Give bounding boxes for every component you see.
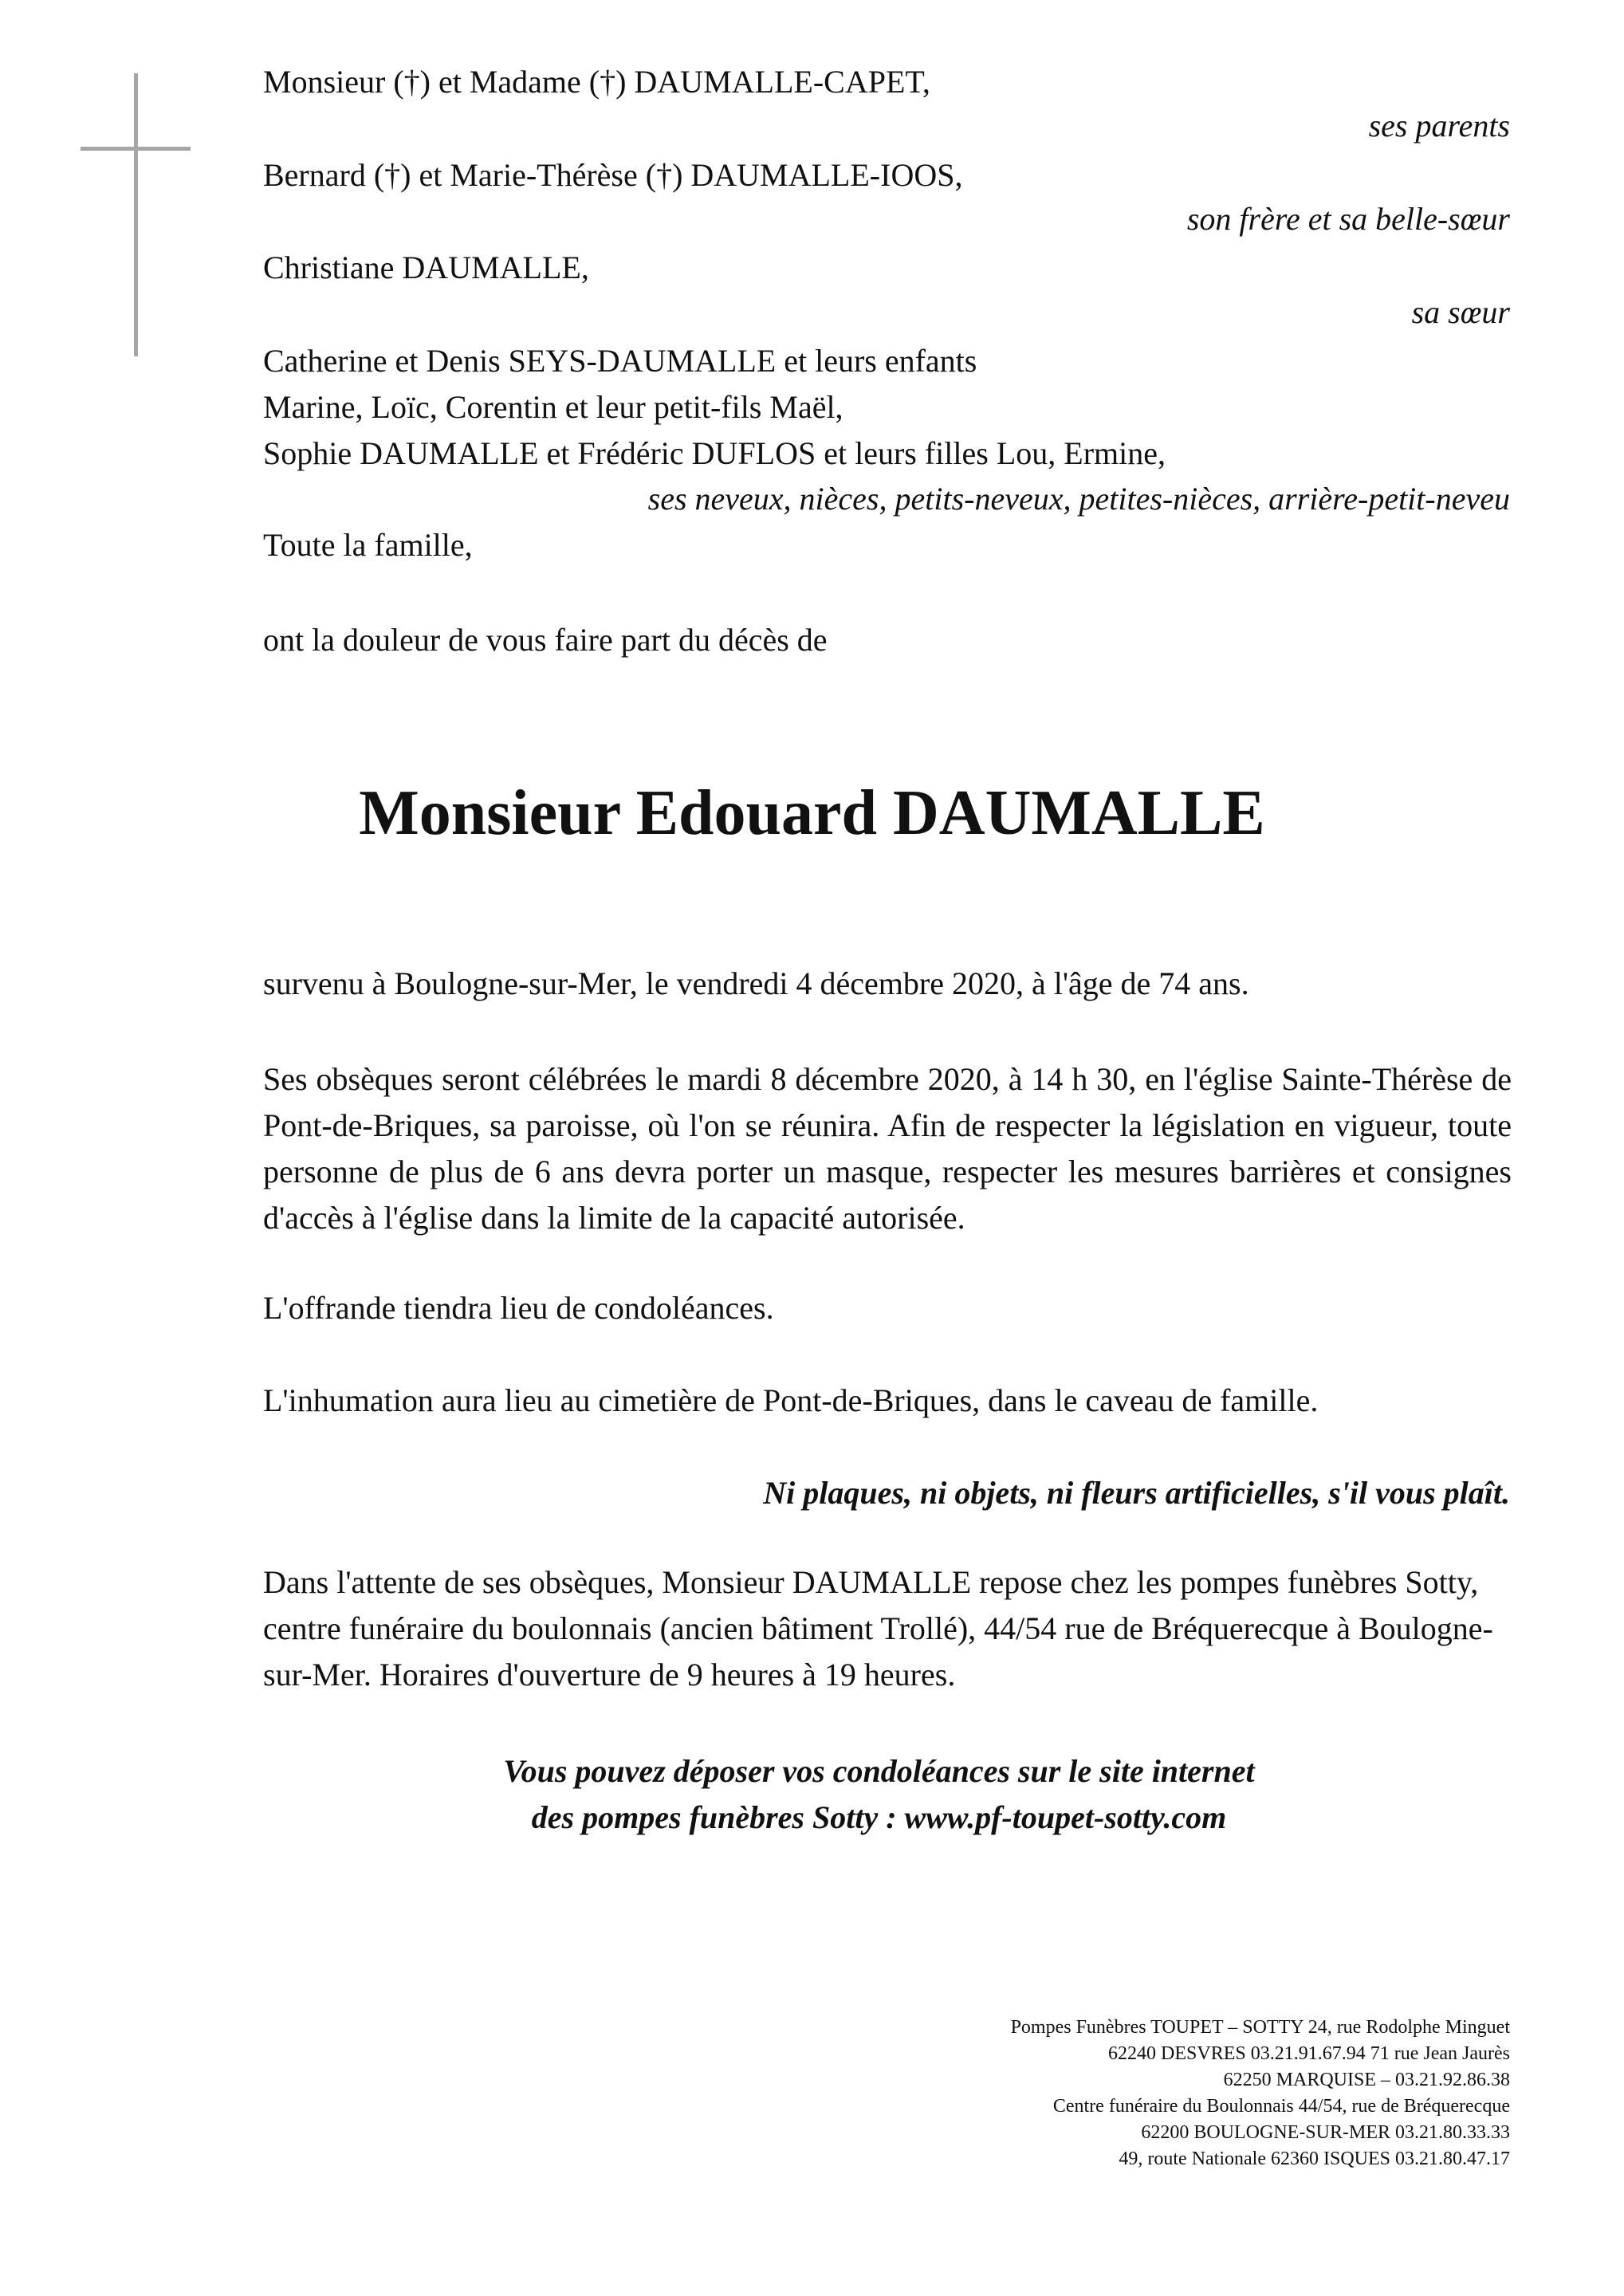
deceased-name: Monsieur Edouard DAUMALLE [359, 778, 1265, 848]
footer-line: 62250 MARQUISE – 03.21.92.86.38 [1223, 2070, 1510, 2090]
family-role-nephews: ses neveux, nièces, petits-neveux, petites-nièces, arrière-petit-neveu [647, 481, 1510, 517]
family-line-children: Marine, Loïc, Corentin et leur petit-fils Maël, [263, 389, 843, 425]
cross-icon-horizontal [81, 147, 191, 151]
funeral-paragraph: Ses obsèques seront célébrées le mardi 8 décembre 2020, à 14 h 30, en l'église Sainte-Thérèse de Pont-de-Briques, sa paroisse, où l'on se réunira. Afin de respecter la législation en vigueur, toute personne de plus de 6 ans devra porter un masque, respecter les mesures barrières et consignes d'accès à l'église dans la limite de la capacité autorisée. [263, 1061, 1512, 1236]
family-line-parents: Monsieur (†) et Madame (†) DAUMALLE-CAPET, [263, 64, 930, 100]
footer-line: 49, route Nationale 62360 ISQUES 03.21.80.47.17 [1119, 2149, 1510, 2169]
cross-icon-vertical [134, 73, 138, 356]
footer-line: 62240 DESVRES 03.21.91.67.94 71 rue Jean Jaurès [1108, 2043, 1510, 2064]
family-line-sophie: Sophie DAUMALLE et Frédéric DUFLOS et leurs filles Lou, Ermine, [263, 435, 1166, 471]
condolences-line-2: des pompes funèbres Sotty : www.pf-toupet-sotty.com [531, 1799, 1227, 1835]
burial-text: L'inhumation aura lieu au cimetière de Pont-de-Briques, dans le caveau de famille. [263, 1382, 1319, 1418]
footer-line: Centre funéraire du Boulonnais 44/54, rue de Bréquerecque [1052, 2096, 1510, 2117]
viewing-paragraph: Dans l'attente de ses obsèques, Monsieur DAUMALLE repose chez les pompes funèbres Sotty, centre funéraire du boulonnais (ancien bâtiment Trollé), 44/54 rue de Bréquerecque à Boulogne-sur-Mer. Horaires d'ouverture de 9 heures à 19 heures. [263, 1564, 1493, 1693]
family-role-parents: ses parents [1368, 108, 1510, 144]
family-role-brother: son frère et sa belle-sœur [1186, 201, 1510, 237]
death-details: survenu à Boulogne-sur-Mer, le vendredi 4 décembre 2020, à l'âge de 74 ans. [263, 965, 1249, 1001]
flowers-request: Ni plaques, ni objets, ni fleurs artificielles, s'il vous plaît. [763, 1475, 1510, 1511]
family-line-sister: Christiane DAUMALLE, [263, 250, 589, 285]
offering-text: L'offrande tiendra lieu de condoléances. [263, 1290, 774, 1326]
footer-line: Pompes Funèbres TOUPET – SOTTY 24, rue Rodolphe Minguet [1010, 2017, 1510, 2038]
footer-line: 62200 BOULOGNE-SUR-MER 03.21.80.33.33 [1141, 2122, 1510, 2143]
funeral-home-footer [1011, 2015, 1510, 2172]
family-line-brother: Bernard (†) et Marie-Thérèse (†) DAUMALLE-IOOS, [263, 157, 963, 193]
family-role-sister: sa sœur [1411, 294, 1510, 330]
family-line-catherine: Catherine et Denis SEYS-DAUMALLE et leurs enfants [263, 343, 977, 379]
family-line-all: Toute la famille, [263, 527, 473, 563]
condolences-line-1: Vous pouvez déposer vos condoléances sur le site internet [503, 1753, 1255, 1789]
announcement-text: ont la douleur de vous faire part du décès de [263, 622, 828, 658]
